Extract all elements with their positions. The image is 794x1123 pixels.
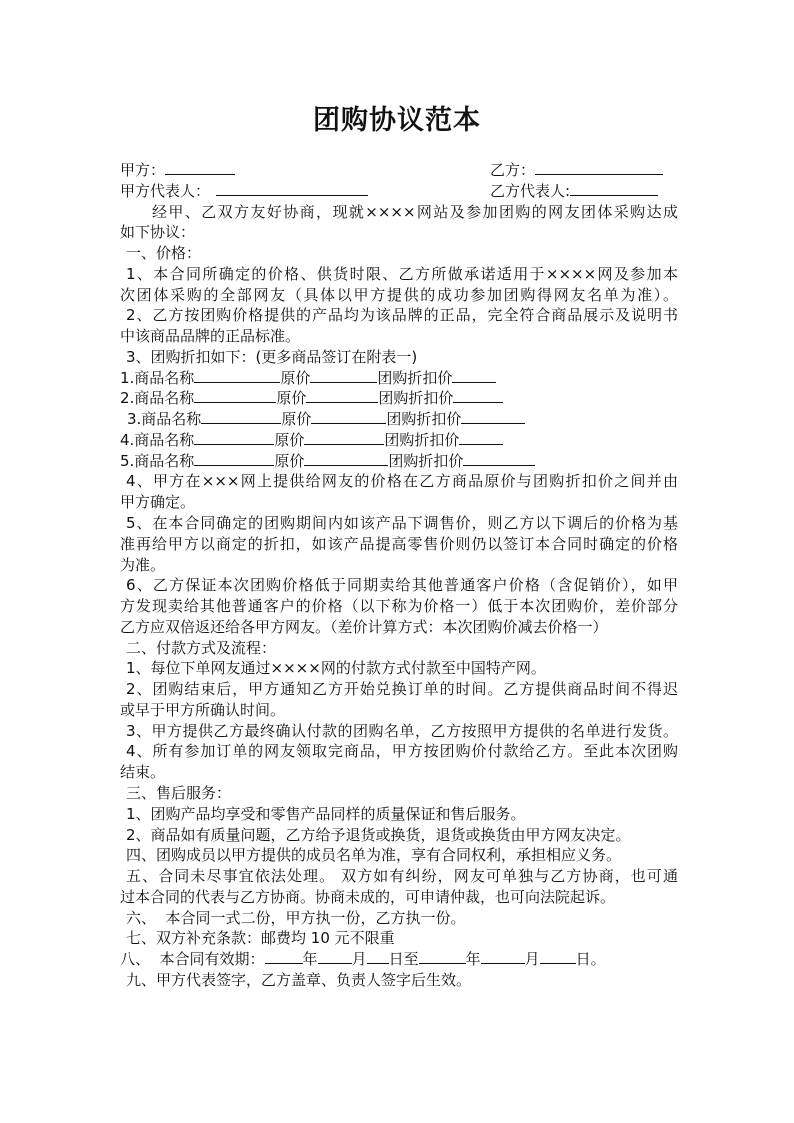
party-b-field[interactable] — [535, 160, 663, 175]
clause-line: 3、团购折扣如下：(更多商品签订在附表一) — [126, 347, 418, 366]
year-label: 年 — [302, 950, 318, 969]
goods-row — [120, 409, 678, 430]
end-month-field[interactable] — [481, 949, 525, 964]
clause-line: 次团体采购的全部网友（具体以甲方提供的成功参加团购得网友名单为准）。 — [120, 285, 678, 304]
party-a-label: 甲方： — [120, 161, 166, 179]
discount-field[interactable] — [453, 388, 503, 403]
clause-line: 1、团购产品均享受和零售产品同样的质量保证和售后服务。 — [126, 804, 526, 823]
discount-field[interactable] — [463, 451, 535, 466]
goods-name-label: 5.商品名称 — [120, 451, 195, 470]
clause-line: 1、本合同所确定的价格、供货时限、乙方所做承诺适用于××××网及参加本 — [126, 264, 678, 283]
clause-line: 2、商品如有质量问题，乙方给予退货或换货，退货或换货由甲方网友决定。 — [126, 825, 631, 844]
clause-line: 6、乙方保证本次团购价格低于同期卖给其他普通客户价格（含促销价），如甲 — [126, 576, 678, 595]
clause-line: 2、团购结束后，甲方通知乙方开始兑换订单的时间。乙方提供商品时间不得迟 — [126, 680, 678, 699]
goods-name-field[interactable] — [194, 430, 274, 445]
price-field[interactable] — [306, 388, 378, 403]
price-label: 原价 — [281, 410, 312, 429]
section-heading: 三、售后服务： — [126, 783, 232, 802]
discount-field[interactable] — [452, 368, 496, 383]
clause-line: 2、乙方按团购价格提供的产品均为该品牌的正品，完全符合商品展示及说明书 — [126, 306, 678, 325]
discount-label: 团购折扣价 — [384, 430, 460, 449]
discount-field[interactable] — [459, 430, 503, 445]
party-b-rep-field[interactable] — [570, 181, 658, 196]
validity-label: 八、 本合同有效期： — [120, 950, 265, 969]
party-b-rep-label: 乙方代表人: — [490, 181, 571, 200]
clause-line: 5、在本合同确定的团购期间内如该产品下调售价，则乙方以下调后的价格为基 — [126, 514, 678, 533]
goods-name-label: 4.商品名称 — [120, 430, 195, 449]
start-year-field[interactable] — [265, 949, 303, 964]
section-8-validity — [120, 949, 678, 970]
intro-line: 如下协议： — [120, 223, 196, 242]
year-label: 年 — [465, 950, 481, 969]
goods-name-field[interactable] — [194, 368, 280, 383]
day-to-label: 日至 — [388, 950, 419, 969]
party-a-field[interactable] — [165, 160, 235, 175]
end-year-field[interactable] — [419, 949, 466, 964]
start-day-field[interactable] — [367, 949, 389, 964]
price-label: 原价 — [276, 389, 307, 408]
section-5-line: 五、合同未尽事宜依法处理。 双方如有纠纷，网友可单独与乙方协商，也可通 — [126, 867, 678, 886]
clause-line: 乙方应双倍返还给各甲方网友。（差价计算方式：本次团购价减去价格一） — [120, 617, 608, 636]
price-label: 原价 — [280, 368, 311, 387]
section-7: 七、双方补充条款：邮费均 10 元不限重 — [126, 929, 395, 948]
clause-line: 1、每位下单网友通过××××网的付款方式付款至中国特产网。 — [126, 659, 546, 678]
intro-line: 经甲、乙双方友好协商，现就××××网站及参加团购的网友团体采购达成 — [152, 202, 678, 221]
price-field[interactable] — [310, 368, 377, 383]
clause-line: 结束。 — [120, 763, 166, 782]
goods-row — [120, 368, 678, 389]
goods-name-label: 1.商品名称 — [120, 368, 195, 387]
section-5-line: 过本合同的代表与乙方协商。协商未成的，可申请仲裁，也可向法院起诉。 — [120, 887, 616, 906]
price-field[interactable] — [304, 451, 388, 466]
section-4: 四、团购成员以甲方提供的成员名单为准，享有合同权利，承担相应义务。 — [126, 846, 622, 865]
section-6: 六、 本合同一式二份，甲方执一份，乙方执一份。 — [126, 908, 466, 927]
party-a-rep-field[interactable] — [216, 181, 368, 196]
document-title: 团购协议范本 — [313, 105, 481, 136]
goods-row — [120, 451, 678, 472]
clause-line: 4、甲方在×××网上提供给网友的价格在乙方商品原价与团购折扣价之间并由 — [126, 472, 678, 491]
goods-name-field[interactable] — [201, 409, 281, 424]
discount-field[interactable] — [461, 409, 525, 424]
end-day-field[interactable] — [540, 949, 576, 964]
price-label: 原价 — [274, 451, 305, 470]
clause-line: 或早于甲方所确认时间。 — [120, 700, 286, 719]
goods-row — [120, 430, 678, 451]
discount-label: 团购折扣价 — [388, 451, 464, 470]
clause-line: 3、甲方提供乙方最终确认付款的团购名单，乙方按照甲方提供的名单进行发货。 — [126, 721, 678, 740]
goods-name-field[interactable] — [194, 388, 276, 403]
price-field[interactable] — [304, 430, 384, 445]
section-9: 九、甲方代表签字，乙方盖章、负责人签字后生效。 — [126, 970, 472, 989]
price-label: 原价 — [274, 430, 305, 449]
goods-name-label: 3.商品名称 — [127, 410, 202, 429]
start-month-field[interactable] — [318, 949, 352, 964]
section-heading: 二、付款方式及流程： — [126, 638, 277, 657]
month-label: 月 — [524, 950, 540, 969]
day-end-label: 日。 — [575, 950, 606, 969]
section-heading: 一、价格： — [126, 244, 202, 263]
clause-line: 甲方确定。 — [120, 493, 196, 512]
discount-label: 团购折扣价 — [378, 389, 454, 408]
clause-line: 方发现卖给其他普通客户的价格（以下称为价格一）低于本次团购价，差价部分 — [120, 597, 678, 616]
clause-line: 准再给甲方以商定的折扣，如该产品提高零售价则仍以签订本合同时确定的价格 — [120, 534, 678, 553]
discount-label: 团购折扣价 — [386, 410, 462, 429]
discount-label: 团购折扣价 — [377, 368, 453, 387]
party-b-label: 乙方： — [490, 161, 536, 179]
clause-line: 为准。 — [120, 555, 166, 574]
goods-name-label: 2.商品名称 — [120, 389, 195, 408]
goods-name-field[interactable] — [194, 451, 274, 466]
rep-line — [120, 181, 678, 202]
month-label: 月 — [351, 950, 367, 969]
party-a-rep-label: 甲方代表人： — [120, 181, 211, 200]
clause-line: 4、所有参加订单的网友领取完商品，甲方按团购价付款给乙方。至此本次团购 — [126, 742, 678, 761]
goods-row — [120, 388, 678, 409]
agreement-body — [120, 160, 678, 991]
clause-line: 中该商品品牌的正品标准。 — [120, 327, 301, 346]
party-line — [120, 160, 678, 181]
price-field[interactable] — [311, 409, 386, 424]
